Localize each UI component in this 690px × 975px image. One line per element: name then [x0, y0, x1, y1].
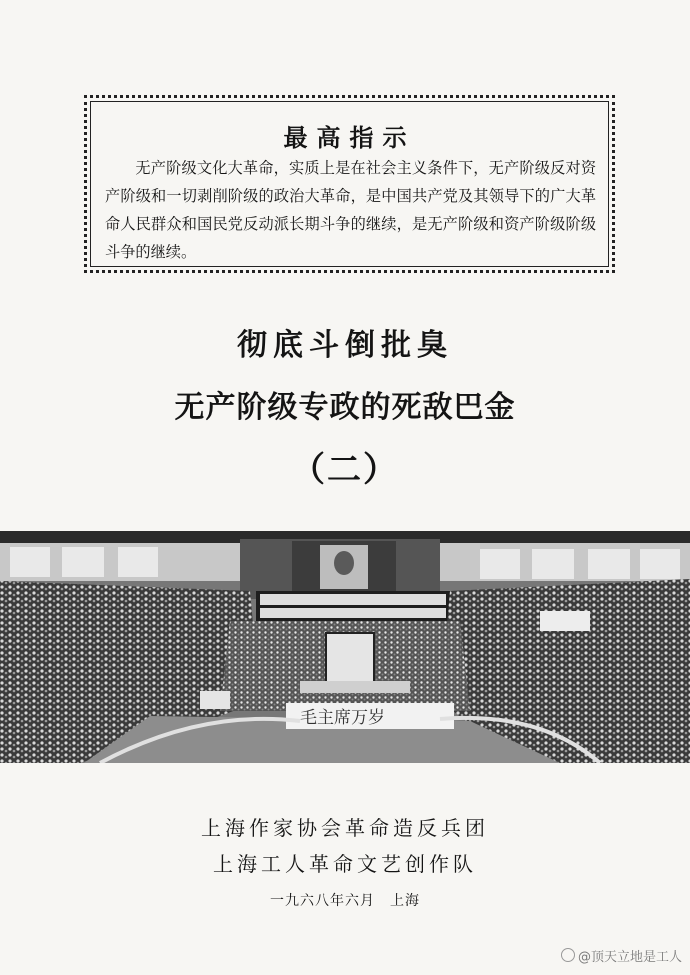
watermark-text: @顶天立地是工人: [577, 950, 682, 965]
publisher-line-2: 上海工人革命文艺创作队: [213, 852, 477, 876]
directive-title: 最高指示: [283, 124, 416, 152]
title-line-2: 无产阶级专政的死敌巴金: [174, 390, 516, 425]
rally-photo: [0, 531, 690, 763]
publisher-line-1: 上海作家协会革命造反兵团: [201, 816, 489, 840]
title-line-3: （二）: [291, 450, 399, 490]
directive-text: 无产阶级文化大革命，实质上是在社会主义条件下，无产阶级反对资产阶级和一切剥削阶级的政治大革命，是中国共产党及其领导下的广大革命人民群众和国民党反动派长期斗争的继续，是无产阶级和资产阶级阶级斗争的继续。: [105, 159, 596, 261]
weibo-icon: [561, 948, 575, 962]
title-line-1: 彻底斗倒批臭: [237, 328, 453, 363]
banner-text: 毛主席万岁: [300, 708, 385, 728]
supreme-directive-box: [84, 95, 615, 273]
publication-date: 一九六八年六月 上海: [270, 893, 420, 909]
weibo-watermark: [561, 946, 682, 965]
